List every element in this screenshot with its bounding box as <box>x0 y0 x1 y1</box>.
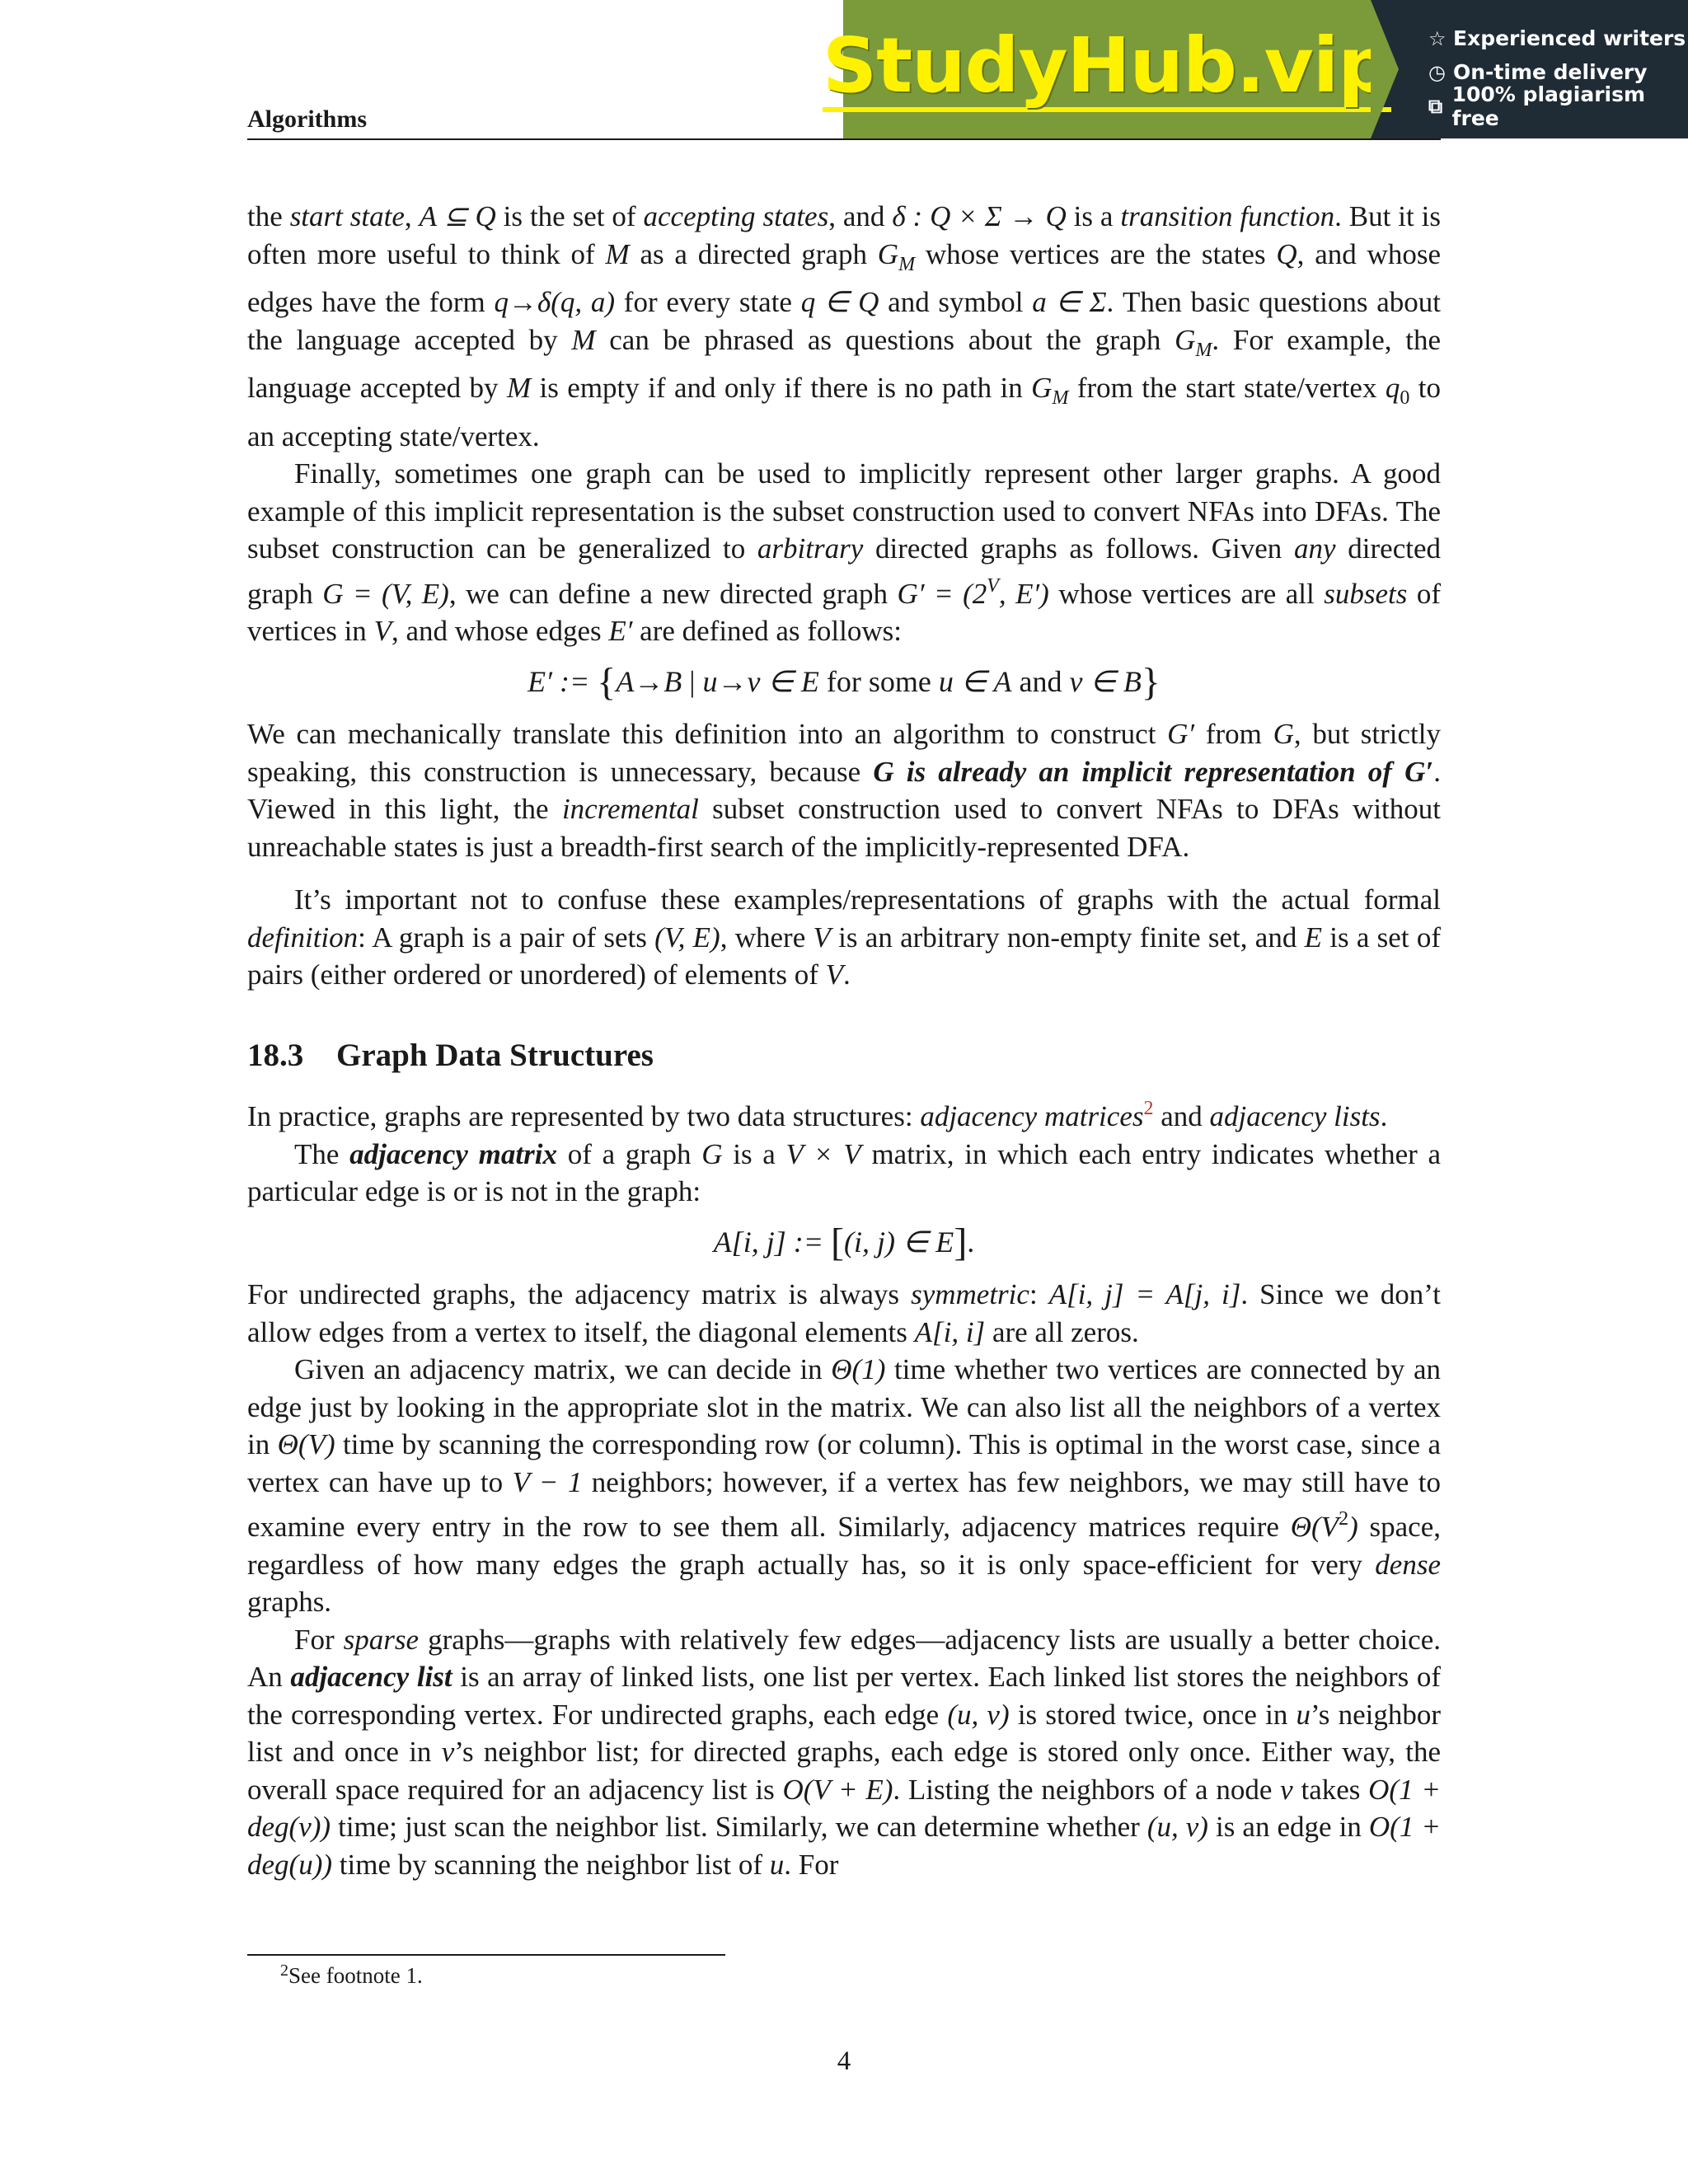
page-number: 4 <box>837 2046 851 2076</box>
equation-adjacency: A[i, j] := [(i, j) ∈ E]. <box>713 1220 975 1264</box>
running-head: Algorithms <box>247 105 367 133</box>
clock-icon: ◷ <box>1428 60 1446 84</box>
paragraph-two-structures: In practice, graphs are represented by two data structures: adjacency matrices$^2$ and adjacency lists. <box>247 1098 1388 1132</box>
main-text <box>247 198 1441 1883</box>
brand-logo[interactable]: StudyHub.vip <box>823 26 1391 112</box>
feature-label: 100% plagiarism free <box>1451 82 1646 130</box>
footnote-rule <box>247 1954 725 1956</box>
footnote <box>280 1961 423 1989</box>
equation-subset-edges: E′ := {A→B | u→v ∈ E for some u ∈ A and v ∈ B} <box>528 659 1160 704</box>
section-title: Graph Data Structures <box>336 1037 654 1073</box>
feature-label: On-time delivery <box>1453 60 1648 84</box>
section-number: 18.3 <box>247 1037 304 1073</box>
star-outline-icon: ☆ <box>1428 26 1447 50</box>
footnote-mark: 2 <box>280 1961 288 1980</box>
footnote-text: See footnote 1. <box>288 1963 423 1988</box>
brand-panel[interactable] <box>822 0 1392 138</box>
ad-banner[interactable] <box>822 0 1688 138</box>
feature-item <box>1428 82 1688 130</box>
paragraph-dfa-graph: the start state, A ⊆ Q is the set of accepting states, and δ : Q × Σ → Q is a transition function. But it is often more useful to think of M as a directed graph $G_M$ whose vertices are the states Q, and whose edges have the form q→δ(q, a) for every state q ∈ Q and symbol a ∈ Σ. Then basic questions about the language accepted by M can be phrased as questions about the graph $G_M$. For example, the language accepted by M is empty if and only if there is no path in $G_M$ from the start state/vertex $q_0$ to an accepting state/vertex. <box>247 200 1442 452</box>
paragraph-adjacency-matrix: The adjacency matrix of a graph G is a V × V matrix, in which each entry indicates whether a particular edge is or is not in the graph: <box>247 1137 1442 1207</box>
paragraph-adjacency-list: For sparse graphs—graphs with relatively few edges—adjacency lists are usually a better choice. An adjacency list is an array of linked lists, one list per vertex. Each linked list stores the neighbors of the corresponding vertex. For undirected graphs, each edge (u, v) is stored twice, once in u’s neighbor list and once in v’s neighbor list; for directed graphs, each edge is stored only once. Either way, the overall space required for an adjacency list is O(V + E). Listing the neighbors of a node v takes O(1 + deg(v)) time; just scan the neighbor list. Similarly, we can determine whether (u, v) is an edge in O(1 + deg(u)) time by scanning the neighbor list of u. For <box>247 1623 1442 1881</box>
paragraph-construction: We can mechanically translate this definition into an algorithm to construct G′ from G, but strictly speaking, this construction is unnecessary, because G is already an implicit representation of G′. Viewed in this light, the incremental subset construction used to convert NFAs to DFAs without unreachable states is just a breadth-first search of the implicitly-represented DFA. <box>247 718 1441 863</box>
copy-icon: ⧉ <box>1428 94 1443 118</box>
paragraph-implicit-graphs: Finally, sometimes one graph can be used to implicitly represent other larger graphs. A good example of this implicit representation is the subset construction used to convert NFAs into DFAs. The subset construction can be generalized to arbitrary directed graphs as follows. Given any directed graph G = (V, E), we can define a new directed graph $G' = (2^V$, E′) whose vertices are all subsets of vertices in V, and whose edges E′ are defined as follows: <box>247 457 1441 647</box>
feature-list <box>1371 0 1688 138</box>
section-heading <box>247 1037 1441 1075</box>
paragraph-symmetric: For undirected graphs, the adjacency matrix is always symmetric: A[i, j] = A[j, i]. Since we don’t allow edges from a vertex to itself, the diagonal elements A[i, i] are all zeros. <box>247 1278 1441 1348</box>
footnote-ref[interactable]: 2 <box>1143 1098 1154 1119</box>
paragraph-matrix-complexity: Given an adjacency matrix, we can decide in Θ(1) time whether two vertices are connected by an edge just by looking in the appropriate slot in the matrix. We can also list all the neighbors of a vertex in Θ(V) time by scanning the corresponding row (or column). This is optimal in the worst case, since a vertex can have up to V − 1 neighbors; however, if a vertex has few neighbors, we may still have to examine every entry in the row to see them all. Similarly, adjacency matrices require $\Theta(V^2)$ space, regardless of how many edges the graph actually has, so it is only space-efficient for very dense graphs. <box>247 1353 1441 1618</box>
paragraph-formal-definition: It’s important not to confuse these examples/representations of graphs with the actual formal definition: A graph is a pair of sets (V, E), where V is an arbitrary non-empty finite set, and E is a set of pairs (either ordered or unordered) of elements of V. <box>247 883 1441 991</box>
feature-label: Experienced writers <box>1453 26 1686 50</box>
header-rule <box>247 138 1441 140</box>
feature-item <box>1428 21 1688 55</box>
